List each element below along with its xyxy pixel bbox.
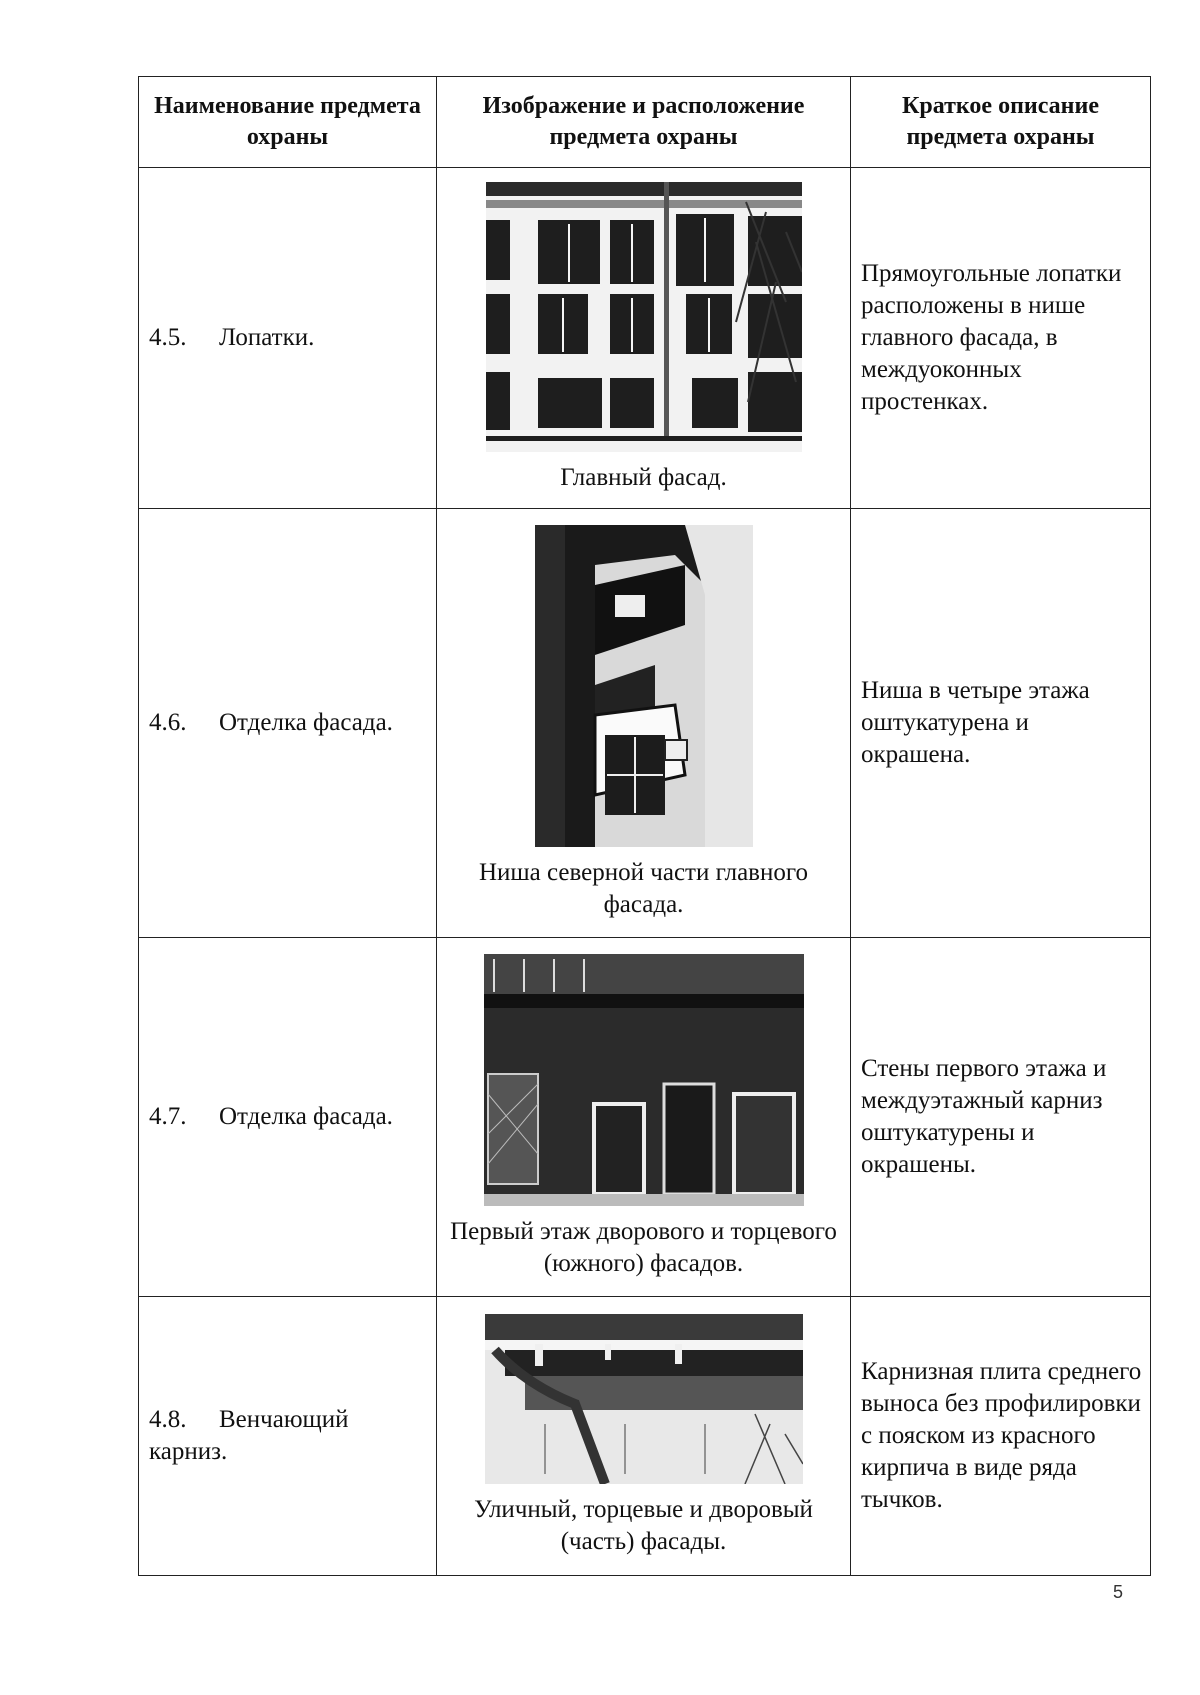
item-description: Прямоугольные лопатки расположены в нише главного фасада, в междуоконных простенках. — [851, 168, 1151, 509]
item-image-cell — [437, 938, 851, 1297]
header-description: Краткое описание предмета охраны — [851, 77, 1151, 168]
photo-caption: Первый этаж дворового и торцевого (южного) фасадов. — [450, 1218, 837, 1277]
photo-caption: Ниша северной части главного фасада. — [479, 859, 808, 918]
table-row — [139, 509, 1151, 938]
item-name-cell — [139, 1297, 437, 1576]
item-name: Отделка фасада. — [219, 1103, 393, 1130]
item-name-cell — [139, 168, 437, 509]
north-niche-photo — [535, 525, 753, 847]
header-name: Наименование предмета охраны — [139, 77, 437, 168]
ground-floor-photo — [484, 954, 804, 1206]
table-row — [139, 168, 1151, 509]
page-number: 5 — [1113, 1582, 1124, 1602]
header-image: Изображение и расположение предмета охраны — [437, 77, 851, 168]
table-row — [139, 938, 1151, 1297]
item-image-cell — [437, 509, 851, 938]
photo-caption: Главный фасад. — [560, 464, 727, 491]
item-name-cell — [139, 938, 437, 1297]
item-description: Карнизная плита среднего выноса без профилировки с пояском из красного кирпича в виде ряда тычков. — [851, 1297, 1151, 1576]
protection-items-table — [138, 76, 1151, 1576]
item-number: 4.7. — [149, 1103, 187, 1130]
item-image-cell — [437, 1297, 851, 1576]
item-number: 4.8. — [149, 1406, 187, 1433]
table-row — [139, 1297, 1151, 1576]
item-image-cell — [437, 168, 851, 509]
item-description: Стены первого этажа и междуэтажный карниз оштукатурены и окрашены. — [851, 938, 1151, 1297]
item-description: Ниша в четыре этажа оштукатурена и окрашена. — [851, 509, 1151, 938]
table-header-row — [139, 77, 1151, 168]
item-name: Отделка фасада. — [219, 709, 393, 736]
item-name: Венчающий карниз. — [149, 1406, 349, 1465]
photo-caption: Уличный, торцевые и дворовый (часть) фасады. — [474, 1496, 813, 1555]
cornice-photo — [485, 1314, 803, 1484]
item-number: 4.5. — [149, 324, 187, 351]
item-number: 4.6. — [149, 709, 187, 736]
item-name: Лопатки. — [219, 324, 315, 351]
main-facade-photo — [486, 182, 802, 452]
item-name-cell — [139, 509, 437, 938]
